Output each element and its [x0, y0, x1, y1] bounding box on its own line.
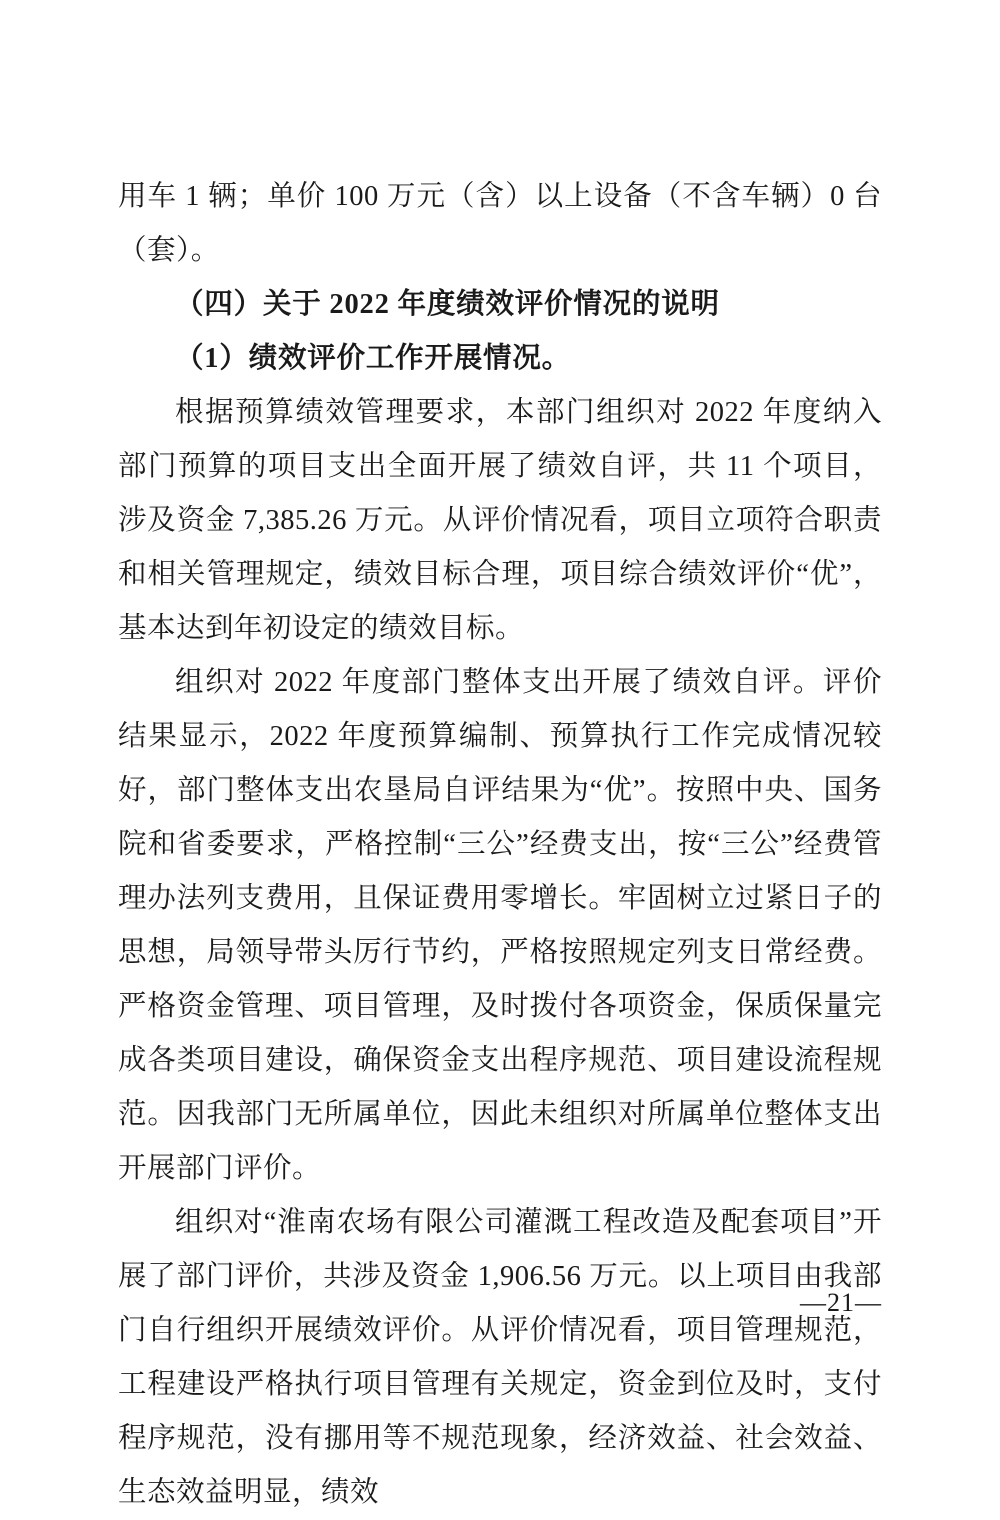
- page-number: —21—: [800, 1288, 882, 1317]
- paragraph-overall-expenditure-evaluation: 组织对 2022 年度部门整体支出开展了绩效自评。评价结果显示，2022 年度预算编制、预算执行工作完成情况较好，部门整体支出农垦局自评结果为“优”。按照中央、国务院和省委要求，严格控制“三公”经费支出，按“三公”经费管理办法列支费用，且保证费用零增长。牢固树立过紧日子的思想，局领导带头厉行节约，严格按照规定列支日常经费。严格资金管理、项目管理，及时拨付各项资金，保质保量完成各类项目建设，确保资金支出程序规范、项目建设流程规范。因我部门无所属单位，因此未组织对所属单位整体支出开展部门评价。: [118, 667, 882, 1184]
- paragraph-performance-self-evaluation: 根据预算绩效管理要求，本部门组织对 2022 年度纳入部门预算的项目支出全面开展了绩效自评，共 11 个项目，涉及资金 7,385.26 万元。从评价情况看，项目立项符合职责和相关管理规定，绩效目标合理，项目综合绩效评价“优”，基本达到年初设定的绩效目标。: [118, 397, 882, 644]
- document-body: [118, 170, 882, 1520]
- section-heading-four: （四）关于 2022 年度绩效评价情况的说明: [175, 289, 720, 320]
- subsection-heading-one: （1）绩效评价工作开展情况。: [175, 343, 571, 374]
- paragraph-irrigation-project-evaluation: 组织对“淮南农场有限公司灌溉工程改造及配套项目”开展了部门评价，共涉及资金 1,906.56 万元。以上项目由我部门自行组织开展绩效评价。从评价情况看，项目管理规范，工程建设严格执行项目管理有关规定，资金到位及时，支付程序规范，没有挪用等不规范现象，经济效益、社会效益、生态效益明显，绩效: [118, 1207, 882, 1508]
- paragraph-continuation: 用车 1 辆；单价 100 万元（含）以上设备（不含车辆）0 台（套）。: [118, 181, 882, 266]
